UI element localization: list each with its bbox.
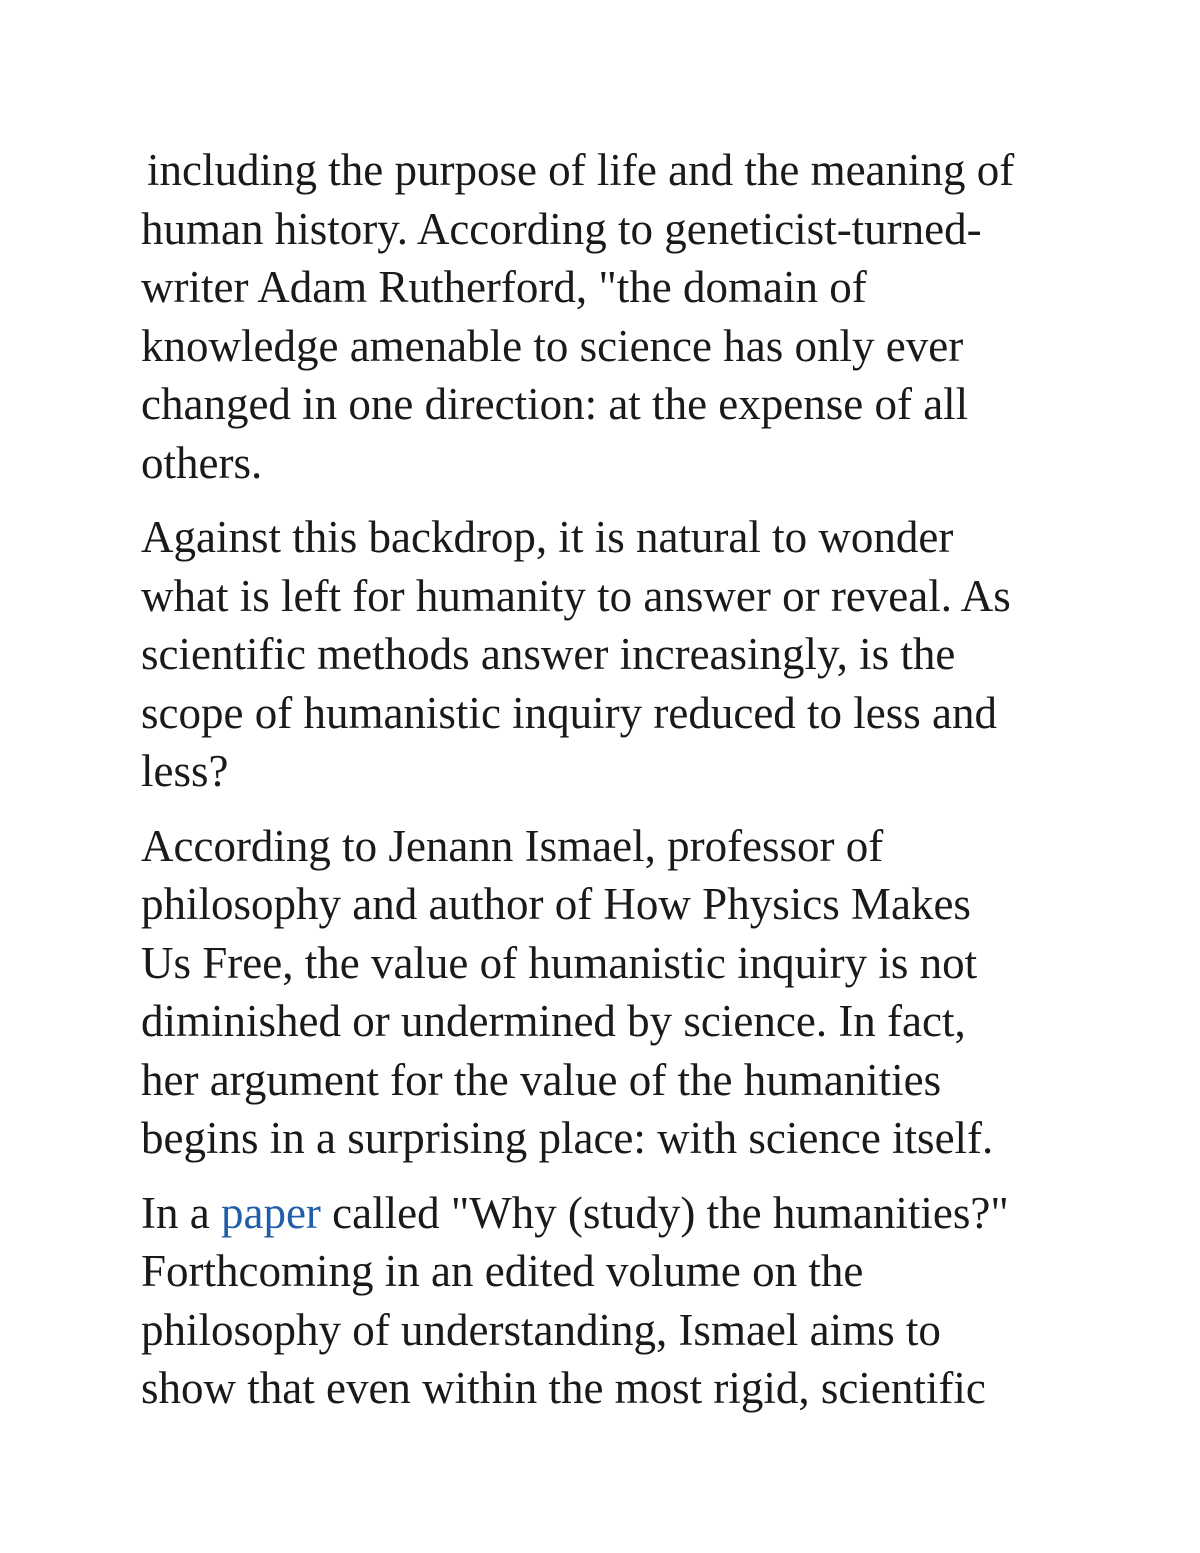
paragraph-4 <box>141 1184 1066 1418</box>
text-line: less? <box>141 746 229 796</box>
text-line: According to Jenann Ismael, professor of <box>141 820 884 871</box>
text-line: Us Free, the value of humanistic inquiry is not <box>141 937 978 988</box>
text-line: philosophy of understanding, Ismael aims to <box>141 1304 941 1355</box>
text-line: others. <box>141 437 263 488</box>
text-line: her argument for the value of the humanities <box>141 1054 942 1105</box>
text-line: knowledge amenable to science has only ever <box>141 320 964 371</box>
paragraph-2 <box>141 508 1066 801</box>
text-line: including the purpose of life and the meaning of <box>147 145 1015 195</box>
text-line: scientific methods answer increasingly, is the <box>141 629 956 679</box>
text-line: diminished or undermined by science. In fact, <box>141 996 966 1046</box>
text-line: scope of humanistic inquiry reduced to less and <box>141 687 998 738</box>
paragraph-3 <box>141 817 1066 1168</box>
text-line: what is left for humanity to answer or reveal. As <box>141 570 1011 621</box>
text-line-with-link <box>141 1184 1066 1243</box>
text-line: show that even within the most rigid, scientific <box>141 1363 986 1413</box>
text-before-link: In a <box>141 1187 221 1238</box>
text-line: human history. According to geneticist-turned- <box>141 203 982 254</box>
paper-link[interactable]: paper <box>220 1187 321 1238</box>
article-body <box>141 141 1066 1434</box>
text-line: Against this backdrop, it is natural to wonder <box>141 512 954 562</box>
text-line: begins in a surprising place: with science itself. <box>141 1113 994 1163</box>
text-line: changed in one direction: at the expense of all <box>141 379 969 429</box>
text-line: writer Adam Rutherford, "the domain of <box>141 262 867 312</box>
text-line: philosophy and author of How Physics Makes <box>141 879 971 929</box>
text-line: Forthcoming in an edited volume on the <box>141 1246 864 1296</box>
paragraph-1 <box>141 141 1066 492</box>
text-after-link: called "Why (study) the humanities?" <box>320 1187 1009 1238</box>
